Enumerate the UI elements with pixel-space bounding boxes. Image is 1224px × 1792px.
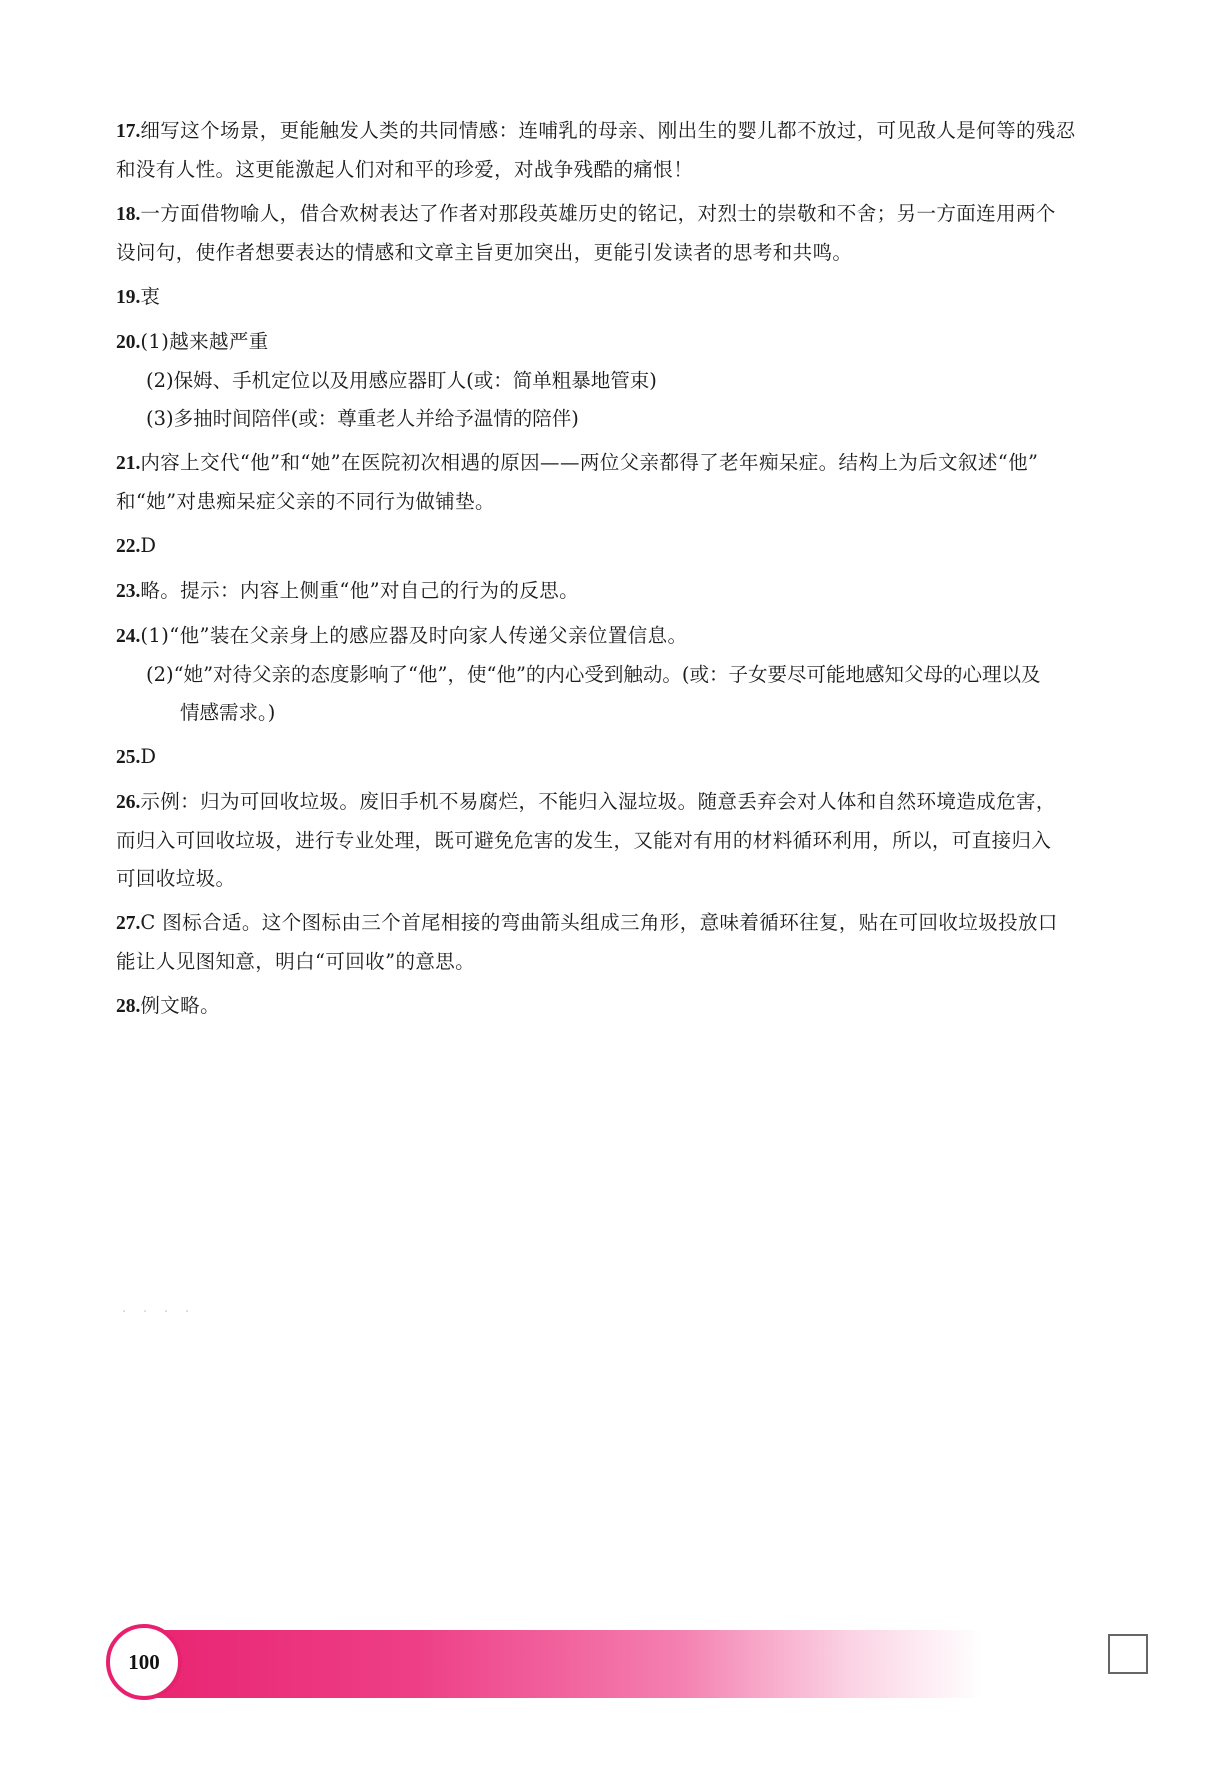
answer-number: 23. — [116, 581, 141, 602]
answer-line — [116, 195, 1156, 234]
answer-line — [116, 527, 1156, 566]
answer-list — [116, 112, 1156, 1032]
faint-scan-marks: · · · · — [122, 1304, 196, 1320]
answer-number: 19. — [116, 287, 141, 308]
answer-text: (1)越来越严重 — [140, 330, 269, 353]
answer-line — [116, 572, 1156, 611]
page-number: 100 — [106, 1624, 182, 1700]
answer-line — [116, 860, 1156, 898]
answer-item — [116, 278, 1156, 317]
answer-number: 21. — [116, 453, 141, 474]
answer-line — [116, 151, 1156, 189]
answer-number: 28. — [116, 996, 141, 1017]
answer-text: 可回收垃圾。 — [116, 867, 236, 890]
answer-text: 一方面借物喻人，借合欢树表达了作者对那段英雄历史的铭记，对烈士的崇敬和不舍；另一方面连用两个 — [140, 202, 1056, 225]
answer-text: (1)“他”装在父亲身上的感应器及时向家人传递父亲位置信息。 — [140, 624, 688, 647]
answer-number: 25. — [116, 747, 141, 768]
answer-number: 26. — [116, 792, 141, 813]
answer-item — [116, 527, 1156, 566]
answer-text: 略。提示：内容上侧重“他”对自己的行为的反思。 — [140, 579, 580, 602]
answer-text: 衷 — [140, 285, 161, 308]
answer-subpart: (3)多抽时间陪伴(或：尊重老人并给予温情的陪伴) — [146, 407, 579, 430]
corner-box — [1108, 1634, 1148, 1674]
answer-text: D — [140, 745, 157, 768]
answer-item — [116, 904, 1156, 981]
answer-line — [116, 323, 1156, 362]
answer-text: D — [140, 534, 157, 557]
answer-continuation: 情感需求。) — [180, 701, 276, 724]
answer-line — [116, 444, 1156, 483]
answer-line — [116, 112, 1156, 151]
answer-item — [116, 323, 1156, 438]
footer-bar — [112, 1630, 982, 1698]
answer-line — [116, 943, 1156, 981]
answer-number: 22. — [116, 536, 141, 557]
answer-subpart: (2)“她”对待父亲的态度影响了“他”，使“他”的内心受到触动。(或：子女要尽可能地感知父母的心理以及 — [146, 663, 1041, 686]
answer-item — [116, 195, 1156, 272]
answer-text: 例文略。 — [140, 994, 220, 1017]
answer-number: 20. — [116, 332, 141, 353]
answer-line — [116, 987, 1156, 1026]
answer-text: 和“她”对患痴呆症父亲的不同行为做铺垫。 — [116, 490, 495, 513]
answer-line — [116, 278, 1156, 317]
answer-line — [116, 783, 1156, 822]
answer-text: 而归入可回收垃圾，进行专业处理，既可避免危害的发生，又能对有用的材料循环利用，所以，可直接归入 — [116, 829, 1052, 852]
answer-line — [116, 822, 1156, 860]
answer-item — [116, 738, 1156, 777]
answer-item — [116, 444, 1156, 521]
answer-text: 内容上交代“他”和“她”在医院初次相遇的原因——两位父亲都得了老年痴呆症。结构上为后文叙述“他” — [140, 451, 1039, 474]
answer-text: 能让人见图知意，明白“可回收”的意思。 — [116, 950, 476, 973]
answer-subpart: (2)保姆、手机定位以及用感应器盯人(或：简单粗暴地管束) — [146, 369, 657, 392]
answer-line — [116, 483, 1156, 521]
answer-text: 细写这个场景，更能触发人类的共同情感：连哺乳的母亲、刚出生的婴儿都不放过，可见敌人是何等的残忍 — [140, 119, 1076, 142]
answer-item — [116, 112, 1156, 189]
answer-number: 17. — [116, 121, 141, 142]
answer-number: 27. — [116, 913, 141, 934]
answer-text: 和没有人性。这更能激起人们对和平的珍爱，对战争残酷的痛恨！ — [116, 158, 694, 181]
answer-number: 18. — [116, 204, 141, 225]
answer-line — [116, 904, 1156, 943]
answer-line — [116, 234, 1156, 272]
answer-line — [116, 617, 1156, 656]
answer-item — [116, 783, 1156, 898]
answer-number: 24. — [116, 626, 141, 647]
answer-text: 设问句，使作者想要表达的情感和文章主旨更加突出，更能引发读者的思考和共鸣。 — [116, 241, 853, 264]
answer-line — [116, 738, 1156, 777]
answer-item — [116, 987, 1156, 1026]
answer-text: C 图标合适。这个图标由三个首尾相接的弯曲箭头组成三角形，意味着循环往复，贴在可回收垃圾投放口 — [140, 911, 1058, 934]
answer-item — [116, 617, 1156, 732]
answer-text: 示例：归为可回收垃圾。废旧手机不易腐烂，不能归入湿垃圾。随意丢弃会对人体和自然环境造成危害， — [140, 790, 1056, 813]
answer-item — [116, 572, 1156, 611]
